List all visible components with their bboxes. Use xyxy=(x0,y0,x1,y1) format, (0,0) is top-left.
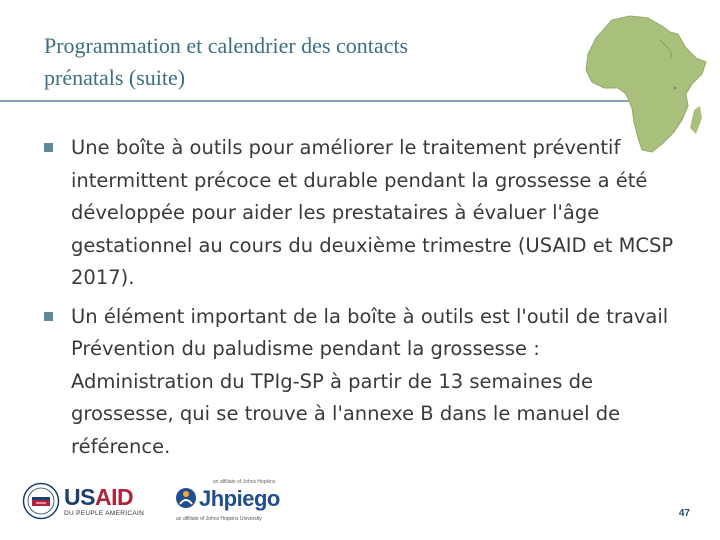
square-bullet-icon xyxy=(44,143,53,152)
footer-logos xyxy=(0,470,720,530)
slide-title-line-1: Programmation et calendrier des contacts xyxy=(44,33,409,58)
bullet-item-1 xyxy=(44,132,684,295)
usaid-tagline: DU PEUPLE AMERICAIN xyxy=(64,510,145,517)
title-divider xyxy=(0,100,630,102)
slide-title xyxy=(44,30,564,94)
bullet-list xyxy=(44,132,684,469)
usaid-seal-icon xyxy=(22,482,60,520)
bullet-item-2 xyxy=(44,301,684,464)
slide-title-line-2: prénatals (suite) xyxy=(44,65,186,90)
jhpiego-logo: Jhpiego xyxy=(199,486,280,511)
jhpiego-affiliation: an affiliate of Johns Hopkins xyxy=(213,479,276,485)
jhpiego-tagline: an affiliate of Johns Hopkins University xyxy=(176,516,262,522)
page-number: 47 xyxy=(678,508,690,519)
bullet-text-2: Un élément important de la boîte à outils est l'outil de travail Prévention du paludisme pendant la grossesse : Administration du TPIg-SP à partir de 13 semaines de grossesse, qui se trouve à l'annexe B dans le manuel de référence. xyxy=(71,304,669,458)
square-bullet-icon xyxy=(44,312,53,321)
usaid-logo: USAID xyxy=(64,484,134,510)
bullet-text-1: Une boîte à outils pour améliorer le traitement préventif intermittent précoce et durable pendant la grossesse a été développée pour aider les prestataires à évaluer l'âge gestationnel au cours du deuxième trimestre (USAID et MCSP 2017). xyxy=(71,136,674,289)
jhpiego-mark-icon xyxy=(174,486,198,510)
